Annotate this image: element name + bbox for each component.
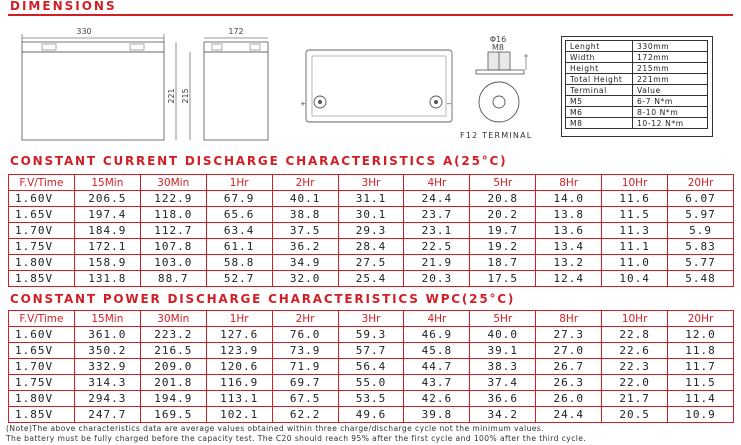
note-line-1: (Note)The above characteristics data are average values obtained within three charge/discharge cycle not the minimum values. [6,424,544,433]
voltage-cell: 1.75V [9,239,75,255]
value-cell: 36.6 [470,391,536,407]
column-header: 5Hr [470,311,536,327]
battery-top-view [296,44,462,126]
value-cell: 118.0 [140,207,206,223]
value-cell: 10.9 [668,407,734,423]
value-cell: 21.9 [404,255,470,271]
value-cell: 39.1 [470,343,536,359]
value-cell: 27.5 [338,255,404,271]
column-header: 4Hr [404,175,470,191]
value-cell: 29.3 [338,223,404,239]
value-cell: 314.3 [74,375,140,391]
value-cell: 53.5 [338,391,404,407]
column-header: 3Hr [338,311,404,327]
spec-label: Width [566,52,633,63]
terminal-label: F12 TERMINAL [460,131,533,140]
value-cell: 27.3 [536,327,602,343]
value-cell: 5.83 [668,239,734,255]
value-cell: 361.0 [74,327,140,343]
voltage-cell: 1.65V [9,207,75,223]
column-header: F.V/Time [9,311,75,327]
value-cell: 127.6 [206,327,272,343]
value-cell: 10.4 [602,271,668,287]
battery-side-view [167,24,272,142]
value-cell: 19.7 [470,223,536,239]
value-cell: 26.7 [536,359,602,375]
value-cell: 38.3 [470,359,536,375]
column-header: 1Hr [206,311,272,327]
value-cell: 25.4 [338,271,404,287]
table-row [9,327,734,343]
value-cell: 23.7 [404,207,470,223]
value-cell: 18.7 [470,255,536,271]
table-row [9,191,734,207]
value-cell: 158.9 [74,255,140,271]
value-cell: 216.5 [140,343,206,359]
value-cell: 32.0 [272,271,338,287]
svg-text:−: − [446,100,452,108]
value-cell: 169.5 [140,407,206,423]
voltage-cell: 1.80V [9,255,75,271]
value-cell: 13.2 [536,255,602,271]
value-cell: 12.4 [536,271,602,287]
value-cell: 17.5 [470,271,536,287]
value-cell: 13.6 [536,223,602,239]
side-width-label: 172 [228,27,244,36]
column-header: 30Min [140,311,206,327]
voltage-cell: 1.60V [9,327,75,343]
value-cell: 350.2 [74,343,140,359]
value-cell: 13.8 [536,207,602,223]
battery-front-view [14,24,174,142]
column-header: 20Hr [668,175,734,191]
value-cell: 52.7 [206,271,272,287]
value-cell: 131.8 [74,271,140,287]
power-discharge-table [8,310,734,423]
value-cell: 76.0 [272,327,338,343]
voltage-cell: 1.85V [9,407,75,423]
value-cell: 13.4 [536,239,602,255]
value-cell: 62.2 [272,407,338,423]
value-cell: 44.7 [404,359,470,375]
spec-value: 215mm [633,63,708,74]
value-cell: 37.5 [272,223,338,239]
spec-label: Lenght [566,41,633,52]
value-cell: 67.9 [206,191,272,207]
value-cell: 12.0 [668,327,734,343]
spec-row [566,96,708,107]
value-cell: 113.1 [206,391,272,407]
value-cell: 5.97 [668,207,734,223]
value-cell: 223.2 [140,327,206,343]
value-cell: 5.77 [668,255,734,271]
table-row [9,391,734,407]
column-header: 10Hr [602,311,668,327]
spec-row [566,74,708,85]
spec-label: M8 [566,118,633,129]
height-total-label: 221 [167,88,176,104]
value-cell: 5.9 [668,223,734,239]
column-header: 15Min [74,175,140,191]
value-cell: 11.8 [668,343,734,359]
value-cell: 22.8 [602,327,668,343]
value-cell: 123.9 [206,343,272,359]
value-cell: 42.6 [404,391,470,407]
value-cell: 61.1 [206,239,272,255]
spec-label: Terminal [566,85,633,96]
value-cell: 172.1 [74,239,140,255]
column-header: 15Min [74,311,140,327]
value-cell: 38.8 [272,207,338,223]
value-cell: 57.7 [338,343,404,359]
column-header: 2Hr [272,311,338,327]
table-row [9,239,734,255]
value-cell: 11.1 [602,239,668,255]
value-cell: 49.6 [338,407,404,423]
value-cell: 46.9 [404,327,470,343]
value-cell: 184.9 [74,223,140,239]
spec-value: 330mm [633,41,708,52]
value-cell: 56.4 [338,359,404,375]
value-cell: 11.0 [602,255,668,271]
terminal-diameter-label: Φ16 [489,35,507,44]
current-table-title: CONSTANT CURRENT DISCHARGE CHARACTERISTICS A(25°C) [10,154,508,168]
value-cell: 40.0 [470,327,536,343]
value-cell: 22.5 [404,239,470,255]
value-cell: 11.4 [668,391,734,407]
voltage-cell: 1.85V [9,271,75,287]
value-cell: 23.1 [404,223,470,239]
value-cell: 120.6 [206,359,272,375]
column-header: 2Hr [272,175,338,191]
value-cell: 11.5 [668,375,734,391]
value-cell: 55.0 [338,375,404,391]
value-cell: 20.5 [602,407,668,423]
value-cell: 194.9 [140,391,206,407]
value-cell: 34.2 [470,407,536,423]
value-cell: 11.5 [602,207,668,223]
value-cell: 36.2 [272,239,338,255]
column-header: F.V/Time [9,175,75,191]
column-header: 3Hr [338,175,404,191]
current-discharge-table [8,174,734,287]
value-cell: 26.0 [536,391,602,407]
value-cell: 107.8 [140,239,206,255]
voltage-cell: 1.65V [9,343,75,359]
column-header: 1Hr [206,175,272,191]
table-row [9,407,734,423]
value-cell: 209.0 [140,359,206,375]
value-cell: 206.5 [74,191,140,207]
value-cell: 88.7 [140,271,206,287]
table-row [9,223,734,239]
value-cell: 34.9 [272,255,338,271]
value-cell: 63.4 [206,223,272,239]
power-table-title: CONSTANT POWER DISCHARGE CHARACTERISTICS WPC(25°C) [10,292,516,306]
value-cell: 103.0 [140,255,206,271]
value-cell: 69.7 [272,375,338,391]
value-cell: 24.4 [404,191,470,207]
table-row [9,343,734,359]
column-header: 30Min [140,175,206,191]
value-cell: 6.07 [668,191,734,207]
column-header: 8Hr [536,311,602,327]
voltage-cell: 1.70V [9,223,75,239]
dimensions-title: DIMENSIONS [10,0,117,13]
spec-value: Value [633,85,708,96]
spec-row [566,52,708,63]
spec-table [565,40,708,129]
value-cell: 122.9 [140,191,206,207]
value-cell: 19.2 [470,239,536,255]
title-divider [8,14,733,16]
table-row [9,359,734,375]
column-header: 8Hr [536,175,602,191]
value-cell: 22.3 [602,359,668,375]
value-cell: 43.7 [404,375,470,391]
voltage-cell: 1.60V [9,191,75,207]
spec-value: 6-7 N*m [633,96,708,107]
table-row [9,375,734,391]
value-cell: 45.8 [404,343,470,359]
value-cell: 40.1 [272,191,338,207]
value-cell: 30.1 [338,207,404,223]
note-line-2: The battery must be fully charged before the capacity test. The C20 should reach 95% after the first cycle and 100% after the third cycle. [6,434,587,443]
front-width-label: 330 [76,27,92,36]
value-cell: 11.7 [668,359,734,375]
column-header: 20Hr [668,311,734,327]
value-cell: 39.8 [404,407,470,423]
value-cell: 59.3 [338,327,404,343]
height-body-label: 215 [181,88,190,104]
value-cell: 11.3 [602,223,668,239]
spec-label: Total Height [566,74,633,85]
spec-value: 172mm [633,52,708,63]
value-cell: 294.3 [74,391,140,407]
table-row [9,271,734,287]
spec-label: M5 [566,96,633,107]
value-cell: 22.6 [602,343,668,359]
spec-row [566,107,708,118]
value-cell: 102.1 [206,407,272,423]
value-cell: 58.8 [206,255,272,271]
value-cell: 27.0 [536,343,602,359]
value-cell: 37.4 [470,375,536,391]
value-cell: 28.4 [338,239,404,255]
spec-row [566,118,708,129]
voltage-cell: 1.80V [9,391,75,407]
value-cell: 247.7 [74,407,140,423]
value-cell: 67.5 [272,391,338,407]
value-cell: 31.1 [338,191,404,207]
value-cell: 71.9 [272,359,338,375]
value-cell: 5.48 [668,271,734,287]
value-cell: 116.9 [206,375,272,391]
value-cell: 65.6 [206,207,272,223]
spec-label: M6 [566,107,633,118]
spec-value: 8-10 N*m [633,107,708,118]
value-cell: 21.7 [602,391,668,407]
value-cell: 26.3 [536,375,602,391]
value-cell: 197.4 [74,207,140,223]
value-cell: 112.7 [140,223,206,239]
column-header: 10Hr [602,175,668,191]
terminal-thread-label: M8 [492,43,504,52]
spec-label: Height [566,63,633,74]
svg-text:+: + [300,100,306,108]
value-cell: 73.9 [272,343,338,359]
value-cell: 332.9 [74,359,140,375]
spec-row [566,41,708,52]
value-cell: 20.2 [470,207,536,223]
voltage-cell: 1.70V [9,359,75,375]
value-cell: 201.8 [140,375,206,391]
terminal-diagram [468,36,552,132]
spec-row [566,85,708,96]
spec-value: 10-12 N*m [633,118,708,129]
column-header: 5Hr [470,175,536,191]
table-row [9,207,734,223]
table-row [9,255,734,271]
voltage-cell: 1.75V [9,375,75,391]
value-cell: 14.0 [536,191,602,207]
value-cell: 22.0 [602,375,668,391]
value-cell: 11.6 [602,191,668,207]
value-cell: 20.3 [404,271,470,287]
value-cell: 20.8 [470,191,536,207]
column-header: 4Hr [404,311,470,327]
spec-value: 221mm [633,74,708,85]
value-cell: 24.4 [536,407,602,423]
spec-row [566,63,708,74]
